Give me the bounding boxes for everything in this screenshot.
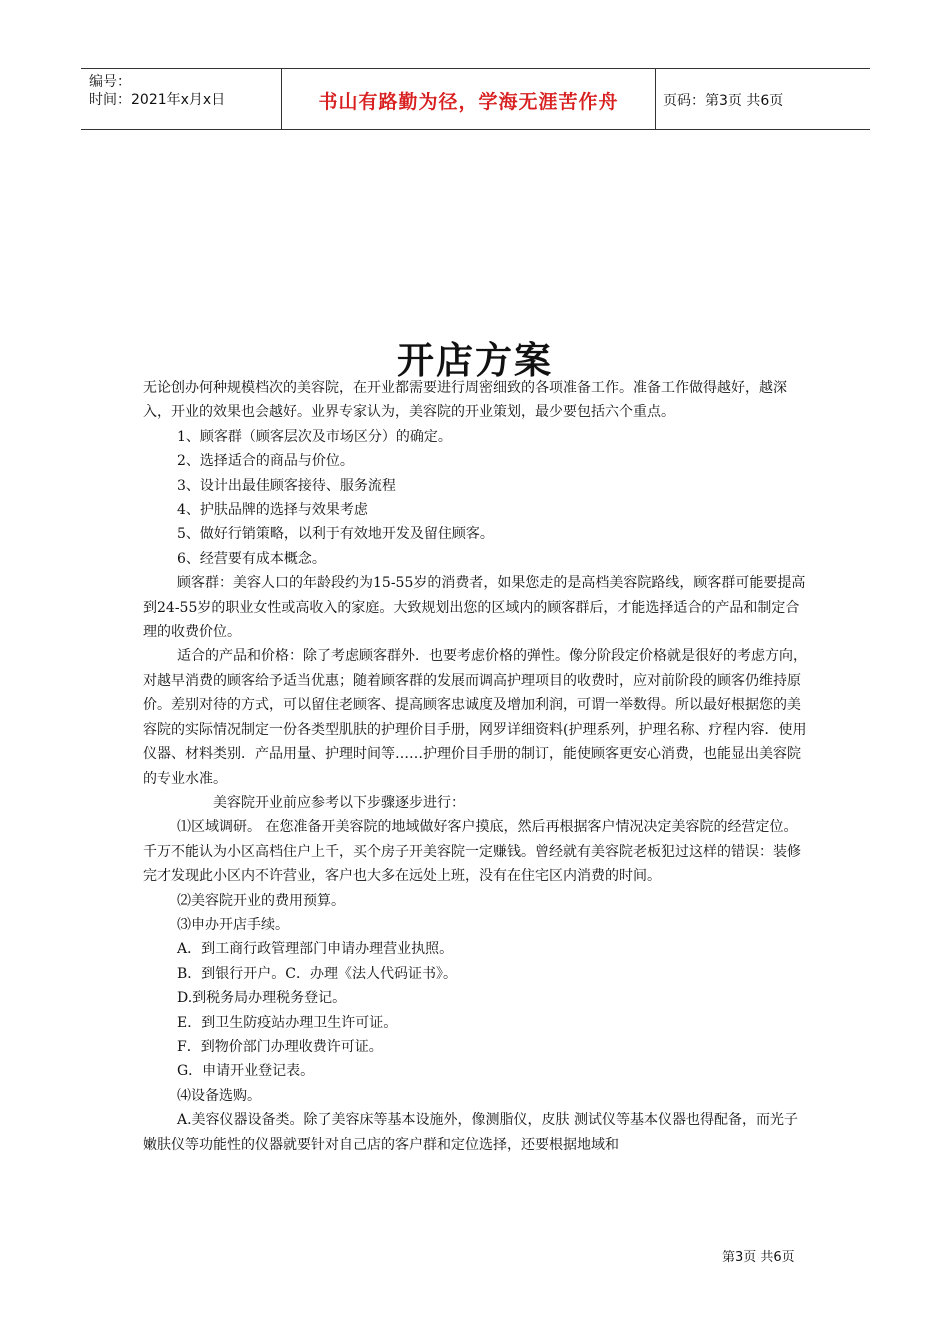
sub-step: F．到物价部门办理收费许可证。 (177, 1038, 383, 1055)
step-paragraph: ⑴区域调研。 在您准备开美容院的地域做好客户摸底，然后再根据客户情况决定美容院的经营定位。千万不能认为小区高档住户上千，买个房子开美容院一定赚钱。曾经就有美容院老板犯过这样的错误：装修完才发现此小区内不许营业，客户也大多在远处上班，没有在住宅区内消费的时间。 (143, 819, 801, 885)
list-item: 1、顾客群（顾客层次及市场区分）的确定。 (177, 428, 452, 445)
document-body (143, 376, 811, 1157)
steps-intro: 美容院开业前应参考以下步骤逐步进行： (213, 794, 465, 811)
page-header (81, 68, 870, 130)
document-title: 开店方案 (397, 339, 553, 382)
list-item: 2、选择适合的商品与价位。 (177, 453, 354, 470)
product-price-paragraph: 适合的产品和价格：除了考虑顾客群外．也要考虑价格的弹性。像分阶段定价格就是很好的考虑方向，对越早消费的顾客给予适当优惠；随着顾客群的发展而调高护理项目的收费时，应对前阶段的顾客仍维持原价。差别对待的方式，可以留住老顾客、提高顾客忠诚度及增加利润，可谓一举数得。所以最好根据您的美容院的实际情况制定一份各类型肌肤的护理价目手册，网罗详细资料(护理系列，护理名称、疗程内容．使用仪器、材料类别．产品用量、护理时间等……护理价目手册的制订，能使顾客更安心消费，也能显出美容院的专业水准。 (143, 648, 807, 787)
sub-step: A．到工商行政管理部门申请办理营业执照。 (177, 941, 454, 958)
list-item: 3、设计出最佳顾客接待、服务流程 (177, 477, 396, 494)
step-paragraph: ⑶申办开店手续。 (177, 916, 289, 933)
sub-step: G．申请开业登记表。 (177, 1063, 315, 1080)
page-footer: 第3页 共6页 (722, 1250, 795, 1265)
equipment-paragraph: A.美容仪器设备类。除了美容床等基本设施外，像测脂仪，皮肤 测试仪等基本仪器也得配备，而光子嫩肤仪等功能性的仪器就要针对自己店的客户群和定位选择，还要根据地域和 (143, 1112, 799, 1153)
header-page-cell (655, 69, 870, 129)
page-code: 页码：第3页 共6页 (663, 93, 784, 109)
number-label: 编号： (89, 74, 131, 90)
sub-step: E．到卫生防疫站办理卫生许可证。 (177, 1014, 398, 1031)
motto-text: 书山有路勤为径，学海无涯苦作舟 (318, 91, 619, 113)
step-paragraph: ⑷设备选购。 (177, 1087, 261, 1104)
sub-step: B．到银行开户。C．办理《法人代码证书》。 (177, 965, 457, 982)
header-motto-cell (281, 69, 656, 129)
list-item: 4、护肤品牌的选择与效果考虑 (177, 502, 368, 519)
sub-step: D.到税务局办理税务登记。 (177, 990, 347, 1007)
header-info-cell (81, 69, 281, 129)
time-label: 时间：2021年x月x日 (89, 92, 226, 108)
list-item: 5、做好行销策略，以利于有效地开发及留住顾客。 (177, 526, 494, 543)
list-item: 6、经营要有成本概念。 (177, 550, 326, 567)
step-paragraph: ⑵美容院开业的费用预算。 (177, 892, 345, 909)
intro-paragraph: 无论创办何种规模档次的美容院，在开业都需要进行周密细致的各项准备工作。准备工作做得越好，越深入，开业的效果也会越好。业界专家认为，美容院的开业策划，最少要包括六个重点。 (143, 380, 787, 421)
customer-paragraph: 顾客群：美容人口的年龄段约为15-55岁的消费者，如果您走的是高档美容院路线，顾客群可能要提高到24-55岁的职业女性或高收入的家庭。大致规划出您的区域内的顾客群后，才能选择适合的产品和制定合理的收费价位。 (143, 575, 806, 641)
